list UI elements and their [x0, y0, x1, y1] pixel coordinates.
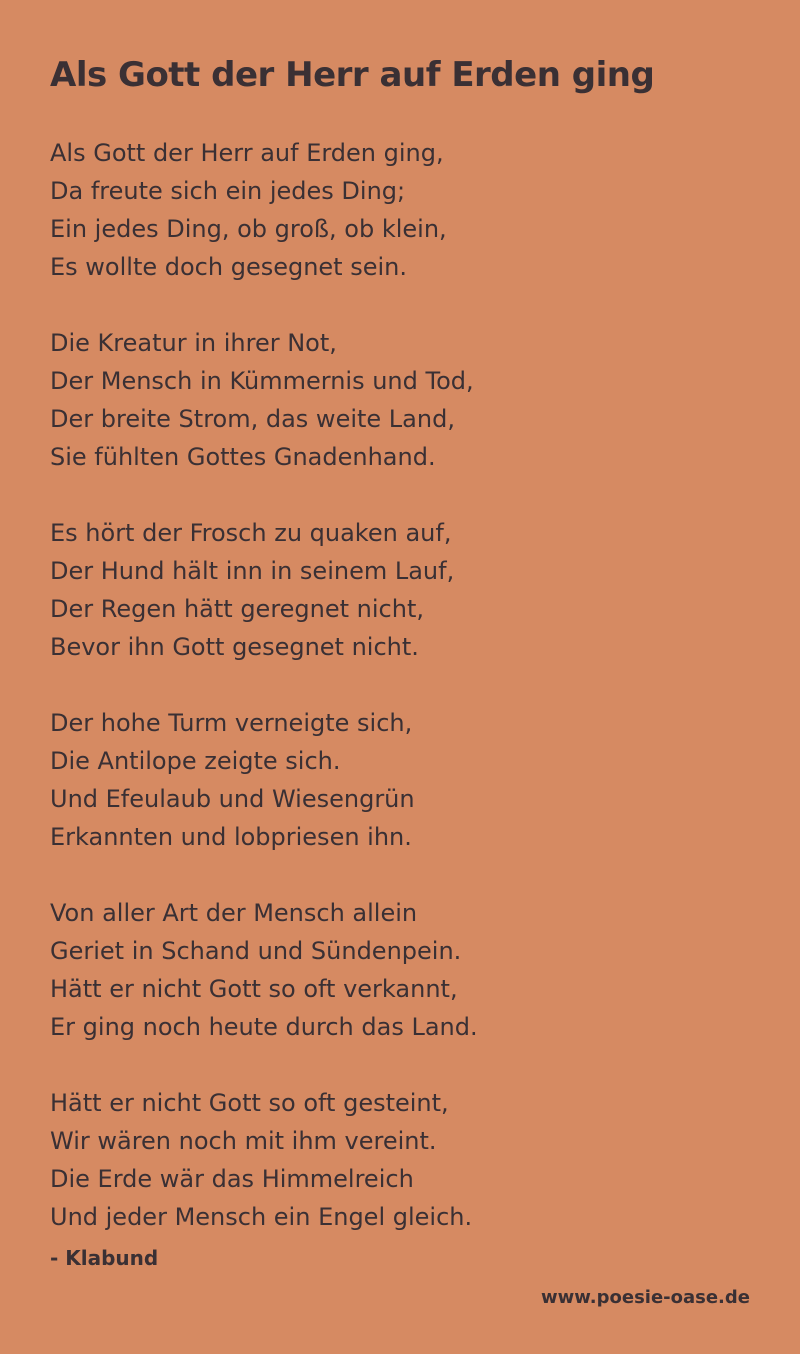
- poem-title: Als Gott der Herr auf Erden ging: [50, 55, 655, 95]
- poem-line: Hätt er nicht Gott so oft verkannt,: [50, 975, 458, 1003]
- poem-line: Von aller Art der Mensch allein: [50, 899, 418, 927]
- poem-line: Er ging noch heute durch das Land.: [50, 1013, 478, 1041]
- poem-line: Und Efeulaub und Wiesengrün: [50, 785, 415, 813]
- poem-line: Sie fühlten Gottes Gnadenhand.: [50, 443, 436, 471]
- poem-card: [50, 52, 750, 1272]
- poem-line: Da freute sich ein jedes Ding;: [50, 177, 406, 205]
- poem-line: Der Mensch in Kümmernis und Tod,: [50, 367, 474, 395]
- poem-author: - Klabund: [50, 1246, 159, 1270]
- stanza-5: [50, 894, 750, 1046]
- poem-line: Bevor ihn Gott gesegnet nicht.: [50, 633, 419, 661]
- poem-line: Ein jedes Ding, ob groß, ob klein,: [50, 215, 447, 243]
- poem-line: Es wollte doch gesegnet sein.: [50, 253, 407, 281]
- poem-line: Die Antilope zeigte sich.: [50, 747, 341, 775]
- poem-line: Als Gott der Herr auf Erden ging,: [50, 139, 444, 167]
- stanza-1: [50, 134, 750, 286]
- poem-line: Geriet in Schand und Sündenpein.: [50, 937, 462, 965]
- stanza-2: [50, 324, 750, 476]
- poem-line: Der breite Strom, das weite Land,: [50, 405, 455, 433]
- poem-line: Die Erde wär das Himmelreich: [50, 1165, 414, 1193]
- poem-line: Und jeder Mensch ein Engel gleich.: [50, 1203, 473, 1231]
- poem-line: Es hört der Frosch zu quaken auf,: [50, 519, 452, 547]
- poem-line: Der Regen hätt geregnet nicht,: [50, 595, 424, 623]
- poem-line: Erkannten und lobpriesen ihn.: [50, 823, 412, 851]
- stanza-6: [50, 1084, 750, 1236]
- poem-line: Hätt er nicht Gott so oft gesteint,: [50, 1089, 449, 1117]
- poem-body: [50, 134, 750, 1236]
- poem-line: Der Hund hält inn in seinem Lauf,: [50, 557, 455, 585]
- website-url: www.poesie-oase.de: [541, 1287, 750, 1308]
- stanza-3: [50, 514, 750, 666]
- poem-line: Wir wären noch mit ihm vereint.: [50, 1127, 437, 1155]
- stanza-4: [50, 704, 750, 856]
- poem-line: Die Kreatur in ihrer Not,: [50, 329, 337, 357]
- poem-line: Der hohe Turm verneigte sich,: [50, 709, 413, 737]
